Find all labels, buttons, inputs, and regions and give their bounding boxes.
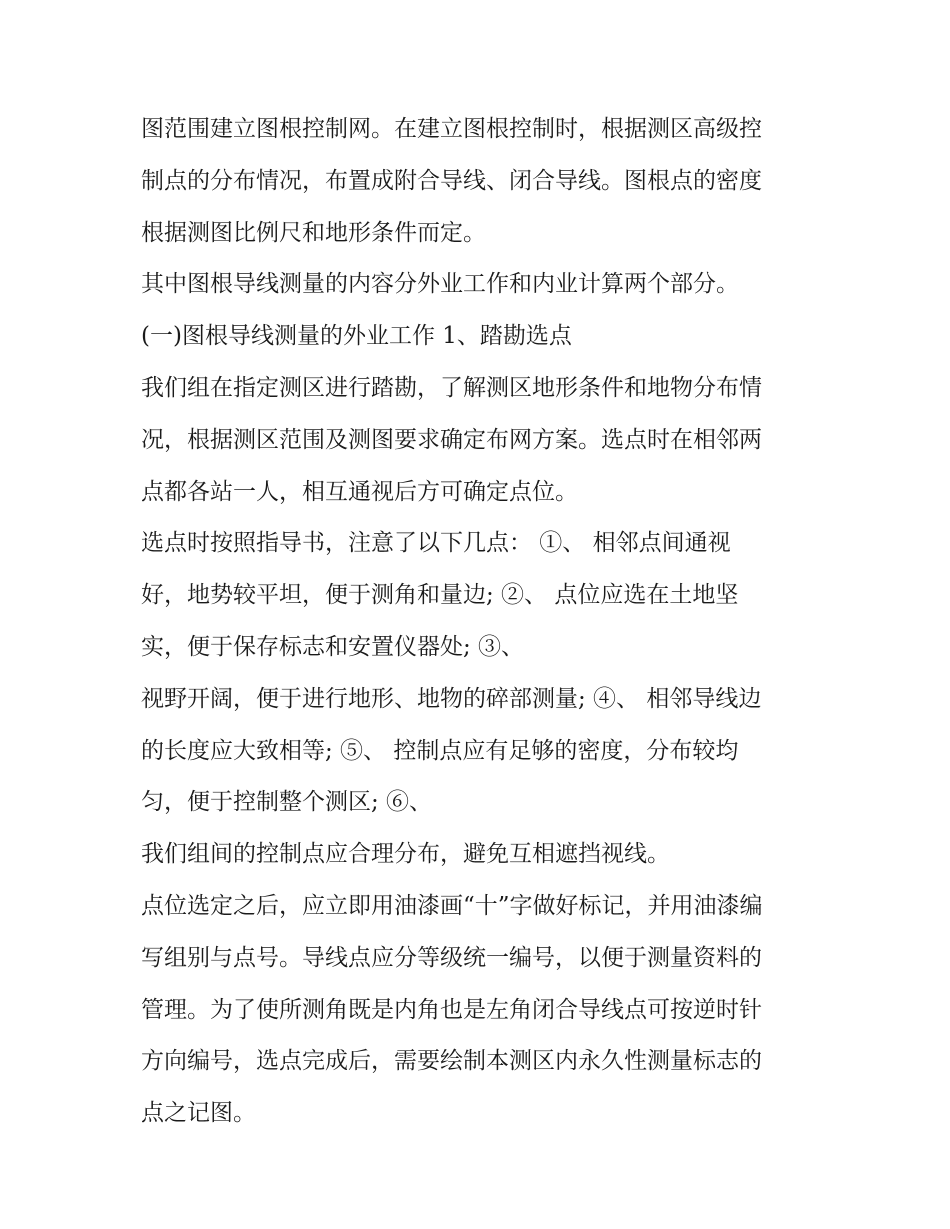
section-heading: (一)图根导线测量的外业工作 1、踏勘选点 [141, 323, 572, 350]
text-line: 根据测图比例尺和地形条件而定。 [141, 219, 486, 246]
text-line: 我们组间的控制点应合理分布，避免互相遮挡视线。 [141, 841, 670, 868]
text-line: 方向编号，选点完成后，需要绘制本测区内永久性测量标志的 [141, 1048, 762, 1075]
text-line: 况，根据测区范围及测图要求确定布网方案。选点时在相邻两 [141, 426, 762, 453]
text-line: 实，便于保存标志和安置仪器处; ③、 [141, 633, 525, 660]
text-line: 写组别与点号。导线点应分等级统一编号，以便于测量资料的 [141, 944, 762, 971]
text-line: 匀，便于控制整个测区; ⑥、 [141, 789, 433, 816]
text-line: 其中图根导线测量的内容分外业工作和内业计算两个部分。 [141, 271, 739, 298]
text-line: 选点时按照指导书，注意了以下几点： ①、 相邻点间通视 [141, 530, 731, 557]
text-line: 视野开阔，便于进行地形、地物的碎部测量; ④、 相邻导线边 [141, 685, 762, 712]
text-line: 图范围建立图根控制网。在建立图根控制时，根据测区高级控 [141, 116, 762, 142]
text-line: 点都各站一人，相互通视后方可确定点位。 [141, 478, 578, 505]
text-line: 点位选定之后，应立即用油漆画“十”字做好标记，并用油漆编 [141, 892, 763, 919]
text-line: 制点的分布情况，布置成附合导线、闭合导线。图根点的密度 [141, 167, 762, 194]
text-line: 点之记图。 [141, 1100, 256, 1127]
body-text [141, 104, 821, 1140]
text-line: 我们组在指定测区进行踏勘，了解测区地形条件和地物分布情 [141, 374, 762, 401]
text-line: 管理。为了使所测角既是内角也是左角闭合导线点可按逆时针 [141, 996, 762, 1023]
text-line: 的长度应大致相等; ⑤、 控制点应有足够的密度，分布较均 [141, 737, 739, 764]
text-line: 好，地势较平坦，便于测角和量边; ②、 点位应选在土地坚 [141, 582, 739, 609]
